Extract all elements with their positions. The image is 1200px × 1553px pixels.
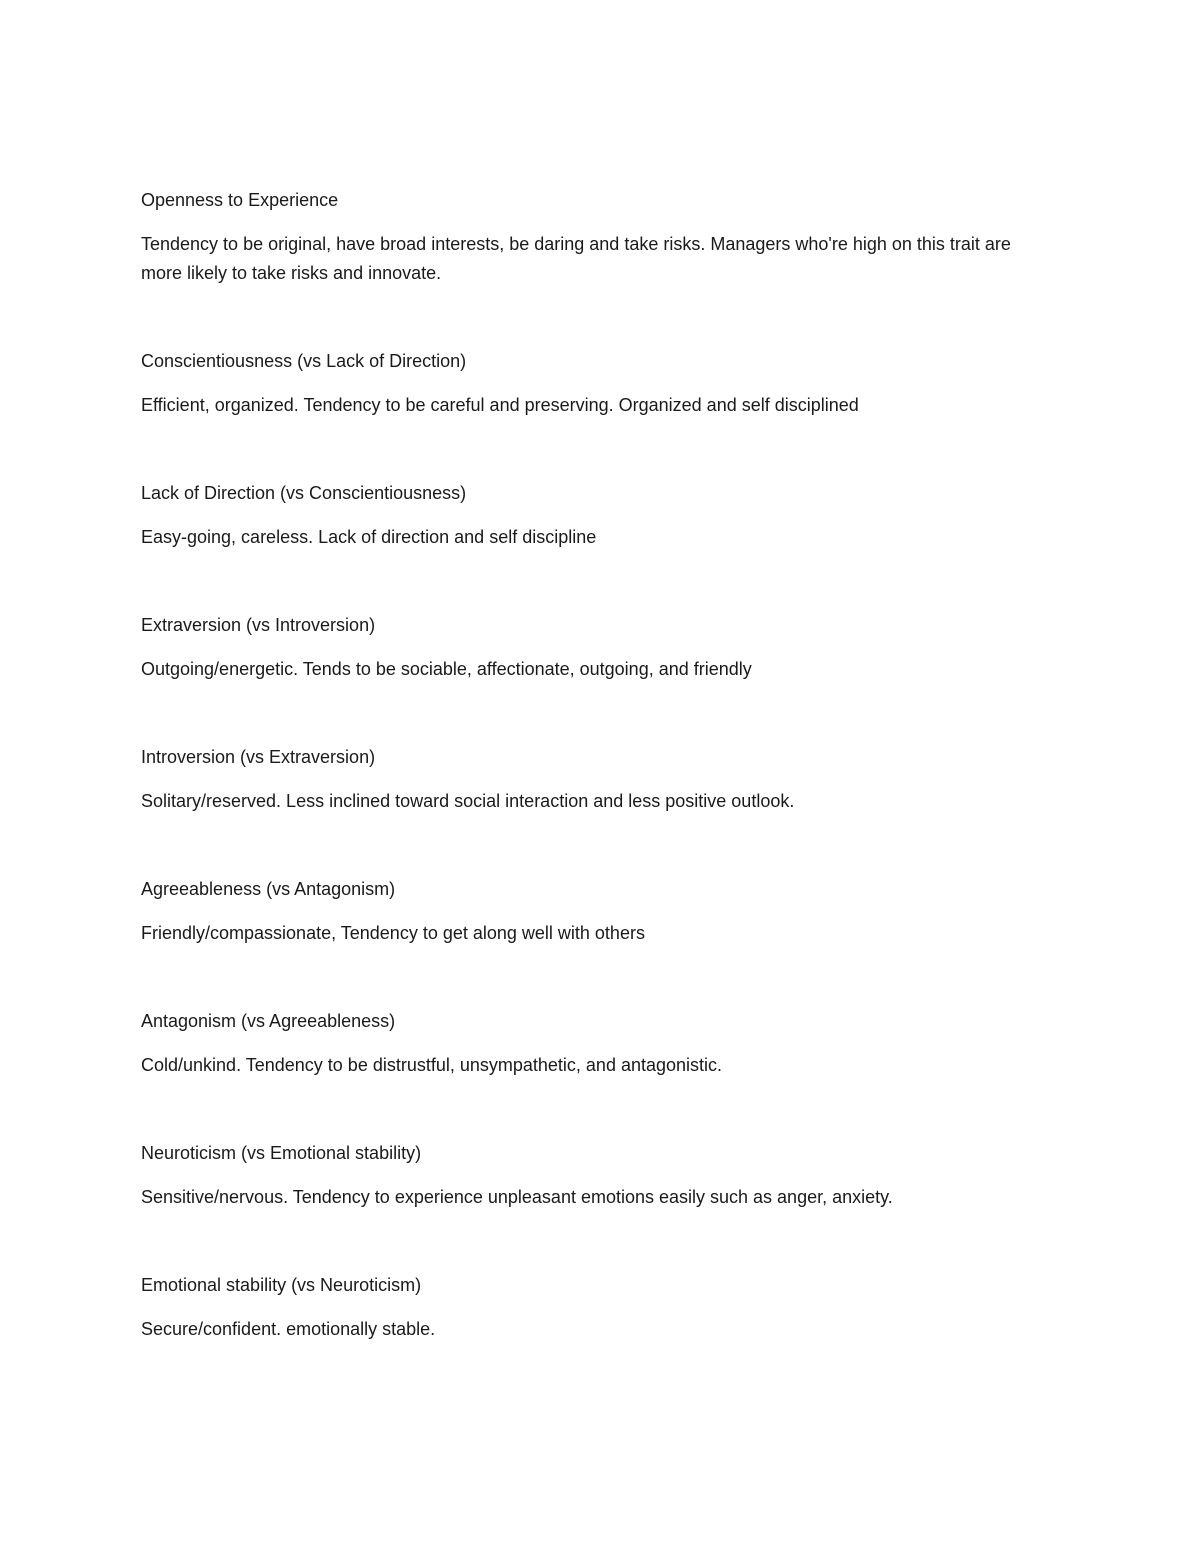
section-heading: Emotional stability (vs Neuroticism) bbox=[141, 1275, 422, 1295]
section-openness bbox=[141, 186, 1041, 288]
section-lack-of-direction bbox=[141, 479, 1041, 552]
section-body: Friendly/compassionate, Tendency to get along well with others bbox=[141, 923, 645, 943]
section-heading: Openness to Experience bbox=[141, 190, 339, 210]
section-conscientiousness bbox=[141, 347, 1041, 420]
section-body: Cold/unkind. Tendency to be distrustful, unsympathetic, and antagonistic. bbox=[141, 1055, 723, 1075]
section-body: Secure/confident. emotionally stable. bbox=[141, 1319, 436, 1339]
section-antagonism bbox=[141, 1007, 1041, 1080]
section-emotional-stability bbox=[141, 1271, 1041, 1344]
section-neuroticism bbox=[141, 1139, 1041, 1212]
section-body: Outgoing/energetic. Tends to be sociable, affectionate, outgoing, and friendly bbox=[141, 659, 752, 679]
section-body: Easy-going, careless. Lack of direction and self discipline bbox=[141, 527, 597, 547]
section-heading: Agreeableness (vs Antagonism) bbox=[141, 879, 396, 899]
section-heading: Lack of Direction (vs Conscientiousness) bbox=[141, 483, 467, 503]
section-heading: Conscientiousness (vs Lack of Direction) bbox=[141, 351, 467, 371]
section-heading: Neuroticism (vs Emotional stability) bbox=[141, 1143, 422, 1163]
section-body: Sensitive/nervous. Tendency to experience unpleasant emotions easily such as anger, anxiety. bbox=[141, 1187, 893, 1207]
section-body: Solitary/reserved. Less inclined toward social interaction and less positive outlook. bbox=[141, 791, 795, 811]
section-heading: Extraversion (vs Introversion) bbox=[141, 615, 376, 635]
section-heading: Antagonism (vs Agreeableness) bbox=[141, 1011, 396, 1031]
section-introversion bbox=[141, 743, 1041, 816]
section-body: Tendency to be original, have broad interests, be daring and take risks. Managers who're high on this trait are more likely to take risks and innovate. bbox=[141, 234, 1011, 283]
section-body: Efficient, organized. Tendency to be careful and preserving. Organized and self disciplined bbox=[141, 395, 859, 415]
section-heading: Introversion (vs Extraversion) bbox=[141, 747, 376, 767]
section-agreeableness bbox=[141, 875, 1041, 948]
document-content bbox=[141, 186, 1041, 1344]
section-extraversion bbox=[141, 611, 1041, 684]
